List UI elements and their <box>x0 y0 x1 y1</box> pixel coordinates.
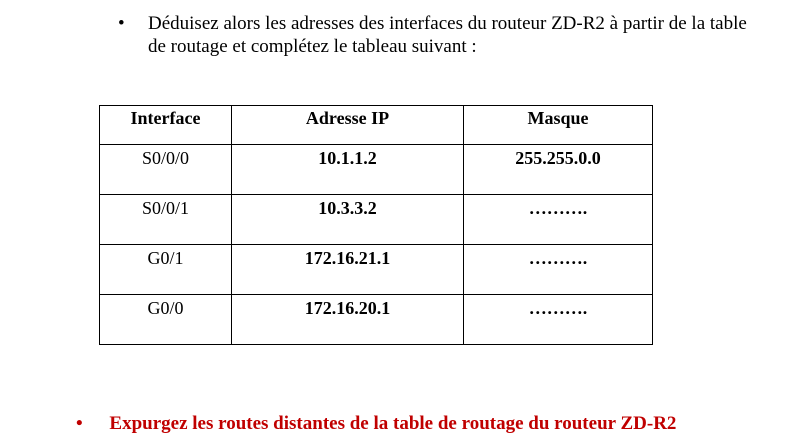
bullet-icon: • <box>76 413 83 434</box>
cell-interface: S0/0/1 <box>100 195 232 245</box>
table-row <box>100 145 653 195</box>
cell-ip-address: 10.3.3.2 <box>232 195 464 245</box>
next-instruction-paragraph <box>76 412 776 434</box>
cell-mask: ………. <box>464 245 653 295</box>
cell-mask: ………. <box>464 195 653 245</box>
table-row <box>100 195 653 245</box>
cell-ip-address: 10.1.1.2 <box>232 145 464 195</box>
interface-address-table <box>99 105 653 345</box>
table-row <box>100 295 653 345</box>
header-ip-address: Adresse IP <box>232 106 464 145</box>
cell-mask: ………. <box>464 295 653 345</box>
cell-interface: G0/1 <box>100 245 232 295</box>
next-instruction-text: Expurgez les routes distantes de la table de routage du routeur ZD-R2 <box>109 413 677 434</box>
header-mask: Masque <box>464 106 653 145</box>
bullet-icon: • <box>118 13 125 34</box>
table-row <box>100 245 653 295</box>
cell-interface: S0/0/0 <box>100 145 232 195</box>
instruction-text: Déduisez alors les adresses des interfaces du routeur ZD-R2 à partir de la table de routage et complétez le tableau suivant : <box>148 13 747 57</box>
cell-interface: G0/0 <box>100 295 232 345</box>
cell-ip-address: 172.16.21.1 <box>232 245 464 295</box>
cell-mask: 255.255.0.0 <box>464 145 653 195</box>
cell-ip-address: 172.16.20.1 <box>232 295 464 345</box>
header-interface: Interface <box>100 106 232 145</box>
table-header-row <box>100 106 653 145</box>
